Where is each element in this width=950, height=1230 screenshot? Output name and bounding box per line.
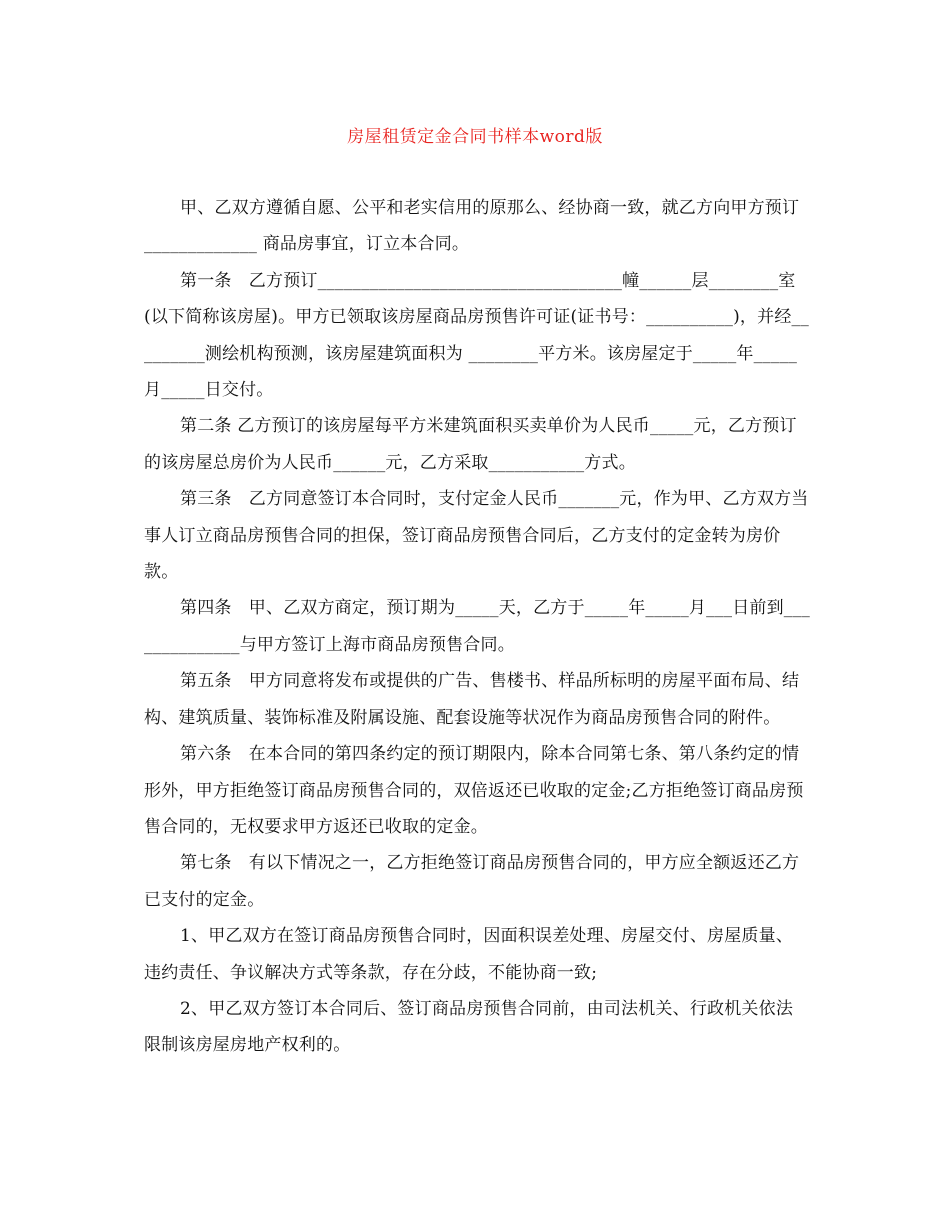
paragraph-article-6: 第六条 在本合同的第四条约定的预订期限内，除本合同第七条、第八条约定的情形外，甲方拒绝签订商品房预售合同的，双倍返还已收取的定金;乙方拒绝签订商品房预售合同的，无权要求甲方返还已收取的定金。	[144, 744, 804, 837]
document-body	[144, 190, 810, 1064]
paragraph-article-3: 第三条 乙方同意签订本合同时，支付定金人民币_______元，作为甲、乙方双方当事人订立商品房预售合同的担保，签订商品房预售合同后，乙方支付的定金转为房价款。	[144, 489, 809, 583]
paragraph-article-2: 第二条 乙方预订的该房屋每平方米建筑面积买卖单价为人民币_____元，乙方预订的该房屋总房价为人民币______元，乙方采取___________方式。	[144, 416, 797, 473]
document-title: 房屋租赁定金合同书样本word版	[347, 127, 603, 147]
paragraph-article-4: 第四条 甲、乙双方商定，预订期为_____天，乙方于_____年_____月___日前到______________与甲方签订上海市商品房预售合同。	[144, 598, 810, 655]
paragraph-article-7: 第七条 有以下情况之一，乙方拒绝签订商品房预售合同的，甲方应全额返还乙方已支付的定金。	[144, 853, 800, 910]
paragraph-article-1: 第一条 乙方预订___________________________________幢______层________室(以下简称该房屋)。甲方已领取该房屋商品房预售许可证(证书号：__________)，并经_________测绘机构预测，该房屋建筑面积为 ________平方米。该房屋定于_____年_____月_____日交付。	[144, 270, 809, 401]
paragraph-item-1: 1、甲乙双方在签订商品房预售合同时，因面积误差处理、房屋交付、房屋质量、违约责任、争议解决方式等条款，存在分歧，不能协商一致;	[144, 926, 794, 983]
paragraph-intro: 甲、乙双方遵循自愿、公平和老实信用的原那么、经协商一致，就乙方向甲方预订 _____________ 商品房事宜，订立本合同。	[144, 198, 805, 255]
paragraph-item-2: 2、甲乙双方签订本合同后、签订商品房预售合同前，由司法机关、行政机关依法限制该房屋房地产权利的。	[144, 998, 794, 1056]
paragraph-article-5: 第五条 甲方同意将发布或提供的广告、售楼书、样品所标明的房屋平面布局、结构、建筑质量、装饰标准及附属设施、配套设施等状况作为商品房预售合同的附件。	[144, 671, 800, 728]
